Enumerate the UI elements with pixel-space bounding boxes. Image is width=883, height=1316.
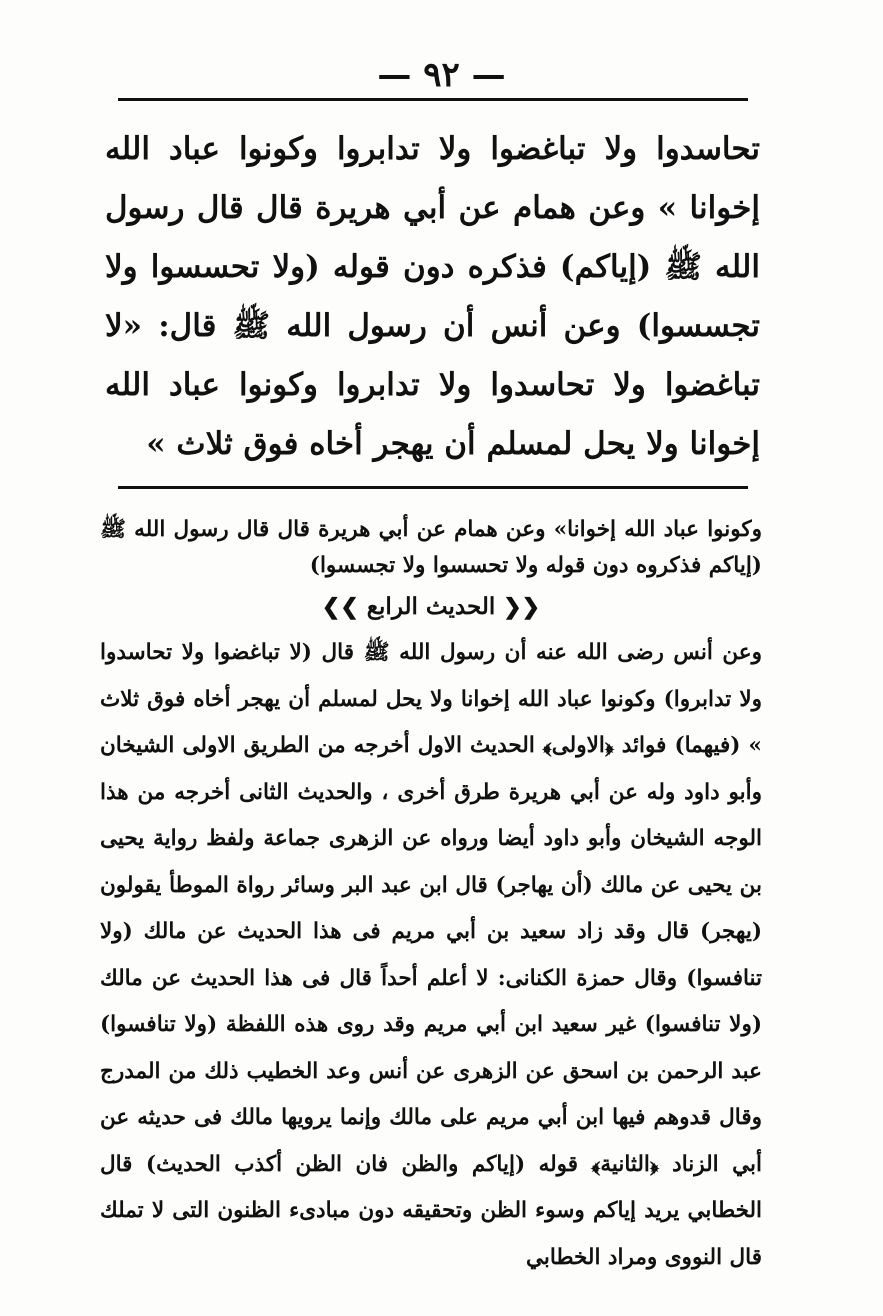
commentary [100,512,762,1281]
middle-divider [118,486,748,489]
heading-title: الحديث الرابع [366,593,496,620]
commentary-intro: وكونوا عباد الله إخوانا» وعن همام عن أبي هريرة قال قال رسول الله ﷺ (إياكم فذكروه دون قوله ولا تحسسوا ولا تجسسوا) [100,517,762,578]
hadith-text [105,120,760,474]
heading-ornament-right: ❮❮ [503,594,541,620]
heading-ornament-left: ❯❯ [321,594,359,620]
commentary-body: وعن أنس رضى الله عنه أن رسول الله ﷺ قال (لا تباغضوا ولا تحاسدوا ولا تدابروا) وكونوا عباد الله إخوانا ولا يحل لمسلم أن يهجر أخاه فوق ثلاث » (فيهما) فوائد ﴿الاولى﴾ الحديث الاول أخرجه من الطريق الاولى الشيخان وأبو داود وله عن أبي هريرة طرق أخرى ، والحديث الثانى أخرجه من هذا الوجه الشيخان وأبو داود أيضا ورواه عن الزهرى جماعة ولفظ رواية يحيى بن يحيى عن مالك (أن يهاجر) قال ابن عبد البر وسائر رواة الموطأ يقولون (يهجر) قال وقد زاد سعيد بن أبي مريم فى هذا الحديث عن مالك (ولا تنافسوا) وقال حمزة الكنانى: لا أعلم أحداً قال فى هذا الحديث عن مالك (ولا تنافسوا) غير سعيد ابن أبي مريم وقد روى هذه اللفظة (ولا تنافسوا) عبد الرحمن بن اسحق عن الزهرى عن أنس وعد الخطيب ذلك من المدرج وقال قدوهم فيها ابن أبي مريم على مالك وإنما يرويها مالك فى حديثه عن أبي الزناد ﴿الثانية﴾ قوله (إياكم والظن فان الظن أكذب الحديث) قال الخطابي يريد إياكم وسوء الظن وتحقيقه دون مبادىء الظنون التى لا تملك قال النووى ومراد الخطابي [100,640,762,1270]
hadith-paragraph: تحاسدوا ولا تباغضوا ولا تدابروا وكونوا عباد الله إخوانا » وعن همام عن أبي هريرة قال قال رسول الله ﷺ (إياكم) فذكره دون قوله (ولا تحسسوا ولا تجسسوا) وعن أنس أن رسول الله ﷺ قال: «لا تباغضوا ولا تحاسدوا ولا تدابروا وكونوا عباد الله إخوانا ولا يحل لمسلم أن يهجر أخاه فوق ثلاث » [105,131,760,462]
top-divider [118,98,748,101]
section-heading [100,590,762,624]
page-number: — ٩٢ — [377,55,506,95]
